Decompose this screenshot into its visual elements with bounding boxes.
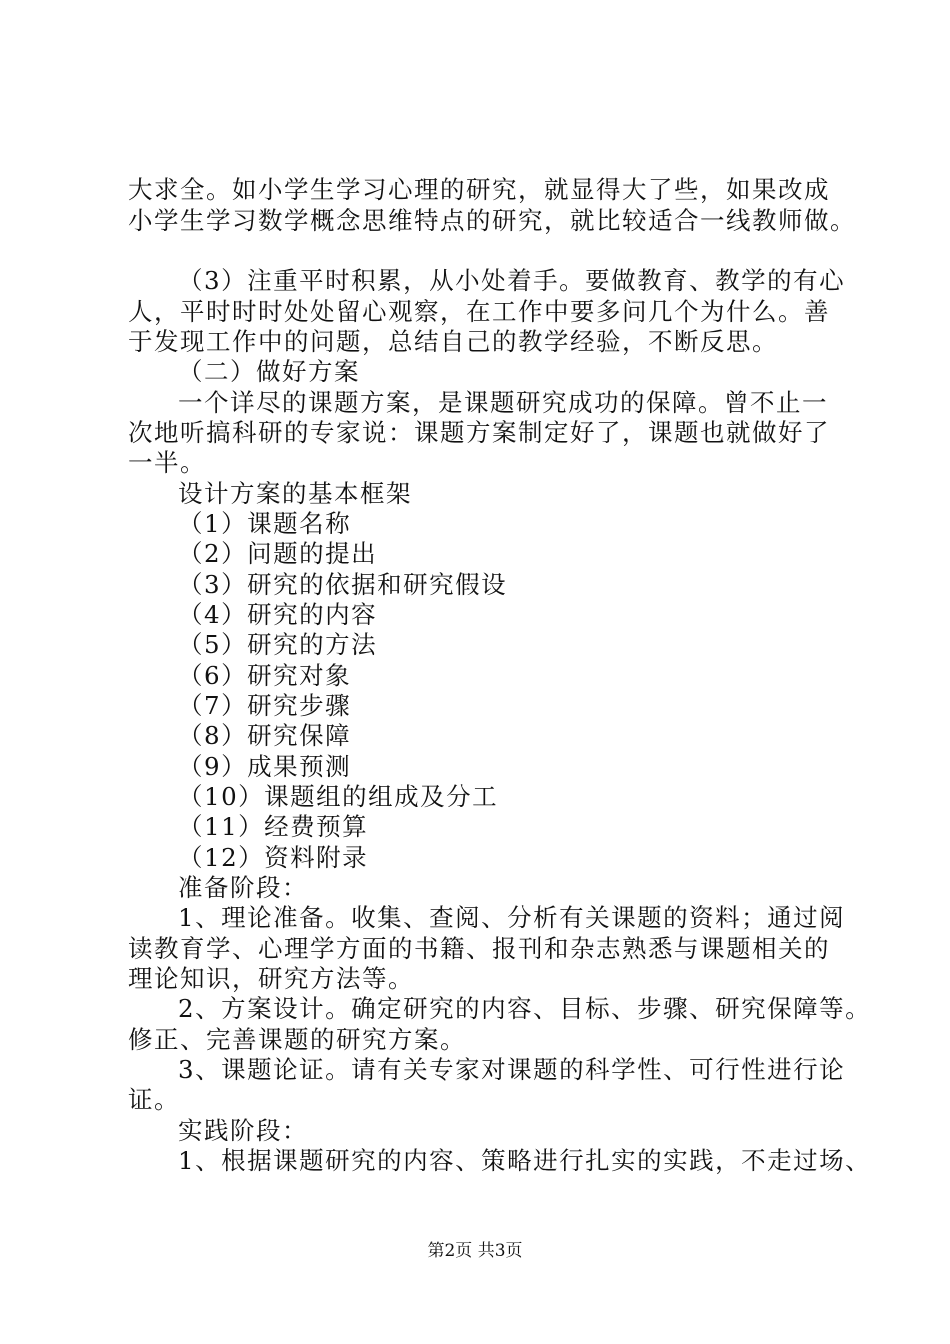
text-line: 1、理论准备。收集、查阅、分析有关课题的资料；通过阅 [178,903,846,932]
text-line: 证。 [128,1085,180,1114]
list-item: （9）成果预测 [178,752,352,781]
text-line: 1、根据课题研究的内容、策略进行扎实的实践，不走过场、 [178,1146,872,1175]
text-line: 读教育学、心理学方面的书籍、报刊和杂志熟悉与课题相关的 [128,934,830,963]
section-heading: （二）做好方案 [178,357,360,386]
text-line: 理论知识，研究方法等。 [128,964,414,993]
text-line: 3、课题论证。请有关专家对课题的科学性、可行性进行论 [178,1055,846,1084]
section-heading: 准备阶段： [178,873,308,902]
list-item: （1）课题名称 [178,509,352,538]
text-line: 一个详尽的课题方案，是课题研究成功的保障。曾不止一 [178,388,828,417]
text-line: 小学生学习数学概念思维特点的研究，就比较适合一线教师做。 [128,206,856,235]
text-line: （3）注重平时积累，从小处着手。要做教育、教学的有心 [178,266,846,295]
text-line: 修正、完善课题的研究方案。 [128,1025,466,1054]
list-item: （11）经费预算 [178,812,369,841]
list-item: （10）课题组的组成及分工 [178,782,499,811]
list-item: （5）研究的方法 [178,630,378,659]
text-line: 设计方案的基本框架 [178,479,412,508]
text-line: 2、方案设计。确定研究的内容、目标、步骤、研究保障等。 [178,994,872,1023]
list-item: （3）研究的依据和研究假设 [178,570,508,599]
page-footer: 第2页 共3页 [427,1241,523,1261]
list-item: （4）研究的内容 [178,600,378,629]
text-line: 于发现工作中的问题，总结自己的教学经验，不断反思。 [128,327,778,356]
section-heading: 实践阶段： [178,1116,308,1145]
list-item: （7）研究步骤 [178,691,352,720]
text-line: 人，平时时时处处留心观察，在工作中要多问几个为什么。善 [128,297,830,326]
list-item: （12）资料附录 [178,843,369,872]
list-item: （8）研究保障 [178,721,352,750]
list-item: （2）问题的提出 [178,539,378,568]
list-item: （6）研究对象 [178,661,352,690]
text-line: 大求全。如小学生学习心理的研究，就显得大了些，如果改成 [128,175,830,204]
text-line: 一半。 [128,448,206,477]
text-line: 次地听搞科研的专家说：课题方案制定好了，课题也就做好了 [128,418,830,447]
